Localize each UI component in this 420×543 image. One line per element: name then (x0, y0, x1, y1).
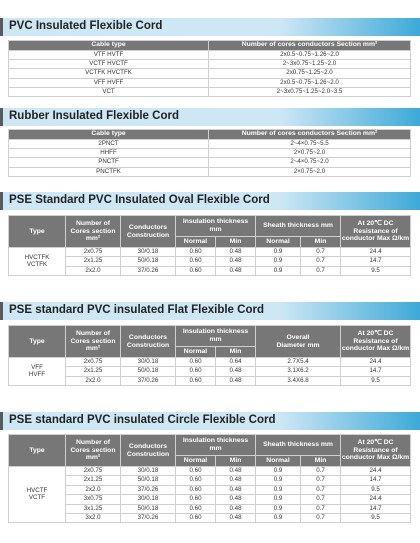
section-pvc-flexible (0, 18, 420, 36)
table-cell: 0.48 (216, 248, 256, 257)
table-cell: VCT (9, 87, 209, 96)
table-cell: 9.5 (341, 513, 411, 522)
table-cell: 50/0.18 (121, 367, 176, 376)
table-cell: 0.7 (301, 257, 341, 266)
table-cell: 30/0.18 (121, 358, 176, 367)
section-title-bar (0, 192, 420, 210)
title-bar-gradient (280, 18, 420, 36)
subheader-normal: Normal (176, 237, 216, 248)
table-row (9, 495, 411, 504)
table-cell: 0.60 (176, 367, 216, 376)
column-header-conductors: Conductors Construction (121, 435, 176, 467)
table-cell: 9.5 (341, 376, 411, 385)
table-cell: 0.9 (256, 266, 301, 275)
section-title-bar (0, 18, 420, 36)
table-cell: 2x0.5~0.75~1.26~2.0 (209, 78, 411, 87)
table-cell: 3x0.75 (66, 495, 121, 504)
table-cell: 0.48 (216, 485, 256, 494)
table-cell: 0.7 (301, 504, 341, 513)
table-cell: 30/0.18 (121, 495, 176, 504)
column-header-resistance: At 20℃ DC Resistance of conductor Max Ω/km (341, 216, 411, 248)
table-cell: 2x2.0 (66, 485, 121, 494)
table-pse-flat (8, 325, 411, 386)
table-row (9, 140, 411, 149)
subheader-min: Min (301, 456, 341, 467)
type-cell: HVCTF VCTF (9, 467, 66, 523)
table-cell: 0.9 (256, 476, 301, 485)
table-cell: 0.9 (256, 513, 301, 522)
table-cell: 2x1.25 (66, 476, 121, 485)
table-row (9, 149, 411, 158)
table-cell: 14.7 (341, 476, 411, 485)
table-cell: 0.60 (176, 376, 216, 385)
table-row (9, 504, 411, 513)
section-title: Rubber Insulated Flexible Cord (9, 110, 179, 122)
table-cell: 3x1.25 (66, 504, 121, 513)
table-rubber-flexible (8, 129, 411, 177)
table-cell: VTF HVTF (9, 51, 209, 60)
table-cell: 0.48 (216, 467, 256, 476)
title-bar-gradient (280, 302, 420, 320)
table-cell: 0.9 (256, 467, 301, 476)
table-cell: 0.48 (216, 504, 256, 513)
table-row (9, 51, 411, 60)
table-cell: 0.7 (301, 467, 341, 476)
table-cell: 2x1.25 (66, 367, 121, 376)
table-cell: 0.7 (301, 513, 341, 522)
section-title: PVC Insulated Flexible Cord (9, 20, 163, 32)
table-cell: 37/0.26 (121, 376, 176, 385)
title-bar-gradient (280, 108, 420, 126)
table-row (9, 485, 411, 494)
table-cell: 2~4×0.75~2.0 (209, 158, 411, 167)
table-row (9, 60, 411, 69)
table-cell: 0.48 (216, 367, 256, 376)
table-cell: 3x2.0 (66, 513, 121, 522)
subheader-min: Min (216, 237, 256, 248)
table-cell: 2x0.75 (66, 467, 121, 476)
subheader-normal: Normal (256, 456, 301, 467)
column-header: Cable type (9, 130, 209, 140)
table-row (9, 467, 411, 476)
type-cell: VFF HVFF (9, 358, 66, 386)
section-rubber-flexible (0, 108, 420, 126)
table-cell: 2x0.75~1.25~2.0 (209, 69, 411, 78)
table-cell: 2×0.75~2.0 (209, 167, 411, 176)
table-cell: 24.4 (341, 467, 411, 476)
table-cell: 2~3x0.75~1.25~2.0 (209, 60, 411, 69)
table-cell: 0.64 (216, 358, 256, 367)
section-title: PSE standard PVC insulated Circle Flexible Cord (9, 414, 276, 426)
title-bar-gradient (280, 412, 420, 430)
column-header-cores: Number of Cores section mm² (66, 326, 121, 358)
section-title: PSE Standard PVC Insulated Oval Flexible Cord (9, 194, 270, 206)
table-cell: 37/0.26 (121, 513, 176, 522)
table-row (9, 158, 411, 167)
subheader-normal: Normal (256, 237, 301, 248)
section-pse-circle (0, 412, 420, 430)
table-row (9, 266, 411, 275)
table-row (9, 69, 411, 78)
table-cell: PNCTF (9, 158, 209, 167)
table-row (9, 167, 411, 176)
table-cell: 50/0.18 (121, 476, 176, 485)
table-cell: 0.7 (301, 248, 341, 257)
table-cell: 2x0.75 (66, 248, 121, 257)
table-cell: 24.4 (341, 248, 411, 257)
table-cell: 0.7 (301, 495, 341, 504)
column-header-insulation: Insulation thickness mm (176, 326, 256, 347)
column-header-sheath: Sheath thickness mm (256, 216, 341, 237)
table-cell: 0.60 (176, 266, 216, 275)
table-cell: 0.7 (301, 476, 341, 485)
table-cell: 0.9 (256, 248, 301, 257)
section-pse-flat (0, 302, 420, 320)
table-cell: 0.48 (216, 513, 256, 522)
table-cell: 14.7 (341, 367, 411, 376)
section-pse-oval (0, 192, 420, 210)
table-cell: 0.7 (301, 266, 341, 275)
table-cell: 2PNCT (9, 140, 209, 149)
table-cell: 14.7 (341, 504, 411, 513)
table-cell: 0.9 (256, 504, 301, 513)
table-pse-circle (8, 434, 411, 523)
column-header: Number of cores conductors Section mm² (209, 130, 411, 140)
table-cell: 2x0.5~0.75~1.26~2.0 (209, 51, 411, 60)
table-pvc-flexible (8, 40, 411, 97)
table-cell: 0.9 (256, 495, 301, 504)
column-header-type: Type (9, 216, 66, 248)
table-cell: 0.7 (301, 485, 341, 494)
type-cell: HVCTFK VCTFK (9, 248, 66, 276)
table-cell: VCTF HVCTF (9, 60, 209, 69)
table-cell: 0.60 (176, 467, 216, 476)
subheader-min: Min (216, 456, 256, 467)
table-row (9, 248, 411, 257)
table-cell: 2×0.75~2.0 (209, 149, 411, 158)
table-cell: 0.60 (176, 248, 216, 257)
subheader-min: Min (301, 237, 341, 248)
table-cell: 2~4×0.75~5.5 (209, 140, 411, 149)
column-header-resistance: At 20℃ DC Resistance of conductor Max Ω/km (341, 435, 411, 467)
section-title: PSE standard PVC insulated Flat Flexible Cord (9, 304, 264, 316)
table-row (9, 257, 411, 266)
table-cell: 2x2.0 (66, 266, 121, 275)
section-title-bar (0, 108, 420, 126)
table-cell: 0.60 (176, 476, 216, 485)
table-row (9, 513, 411, 522)
table-row (9, 78, 411, 87)
subheader-min: Min (216, 347, 256, 358)
column-header-insulation: Insulation thickness mm (176, 216, 256, 237)
table-row (9, 87, 411, 96)
table-pse-oval (8, 215, 411, 276)
table-cell: 0.48 (216, 257, 256, 266)
table-cell: 0.48 (216, 376, 256, 385)
table-cell: PNCTFK (9, 167, 209, 176)
table-cell: 30/0.18 (121, 467, 176, 476)
table-cell: 14.7 (341, 257, 411, 266)
column-header-conductors: Conductors Construction (121, 326, 176, 358)
table-cell: 0.60 (176, 257, 216, 266)
subheader-normal: Normal (176, 456, 216, 467)
table-cell: 2x0.75 (66, 358, 121, 367)
table-cell: 30/0.18 (121, 248, 176, 257)
table-cell: 3.1X6.2 (256, 367, 341, 376)
table-cell: 0.60 (176, 358, 216, 367)
table-cell: 0.48 (216, 476, 256, 485)
table-cell: 3.4X6.8 (256, 376, 341, 385)
table-cell: 2~3x0.75~1.25~2.0~3.5 (209, 87, 411, 96)
table-cell: 0.48 (216, 266, 256, 275)
title-bar-gradient (280, 192, 420, 210)
table-cell: 24.4 (341, 358, 411, 367)
table-cell: 2.7X5.4 (256, 358, 341, 367)
table-cell: 50/0.18 (121, 257, 176, 266)
table-row (9, 376, 411, 385)
table-cell: 0.48 (216, 495, 256, 504)
table-cell: HHFF (9, 149, 209, 158)
column-header-sheath: Sheath thickness mm (256, 435, 341, 456)
table-cell: 0.9 (256, 485, 301, 494)
table-row (9, 476, 411, 485)
column-header: Number of cores conductors Section mm² (209, 41, 411, 51)
table-cell: 24.4 (341, 495, 411, 504)
table-cell: 0.60 (176, 513, 216, 522)
column-header-insulation: Insulation thickness mm (176, 435, 256, 456)
column-header-conductors: Conductors Construction (121, 216, 176, 248)
table-cell: VFF HVFF (9, 78, 209, 87)
table-cell: 2x1.25 (66, 257, 121, 266)
column-header: Cable type (9, 41, 209, 51)
table-row (9, 367, 411, 376)
column-header-cores: Number of Cores section mm² (66, 435, 121, 467)
table-cell: 2x2.0 (66, 376, 121, 385)
column-header-diameter: Overall Diameter mm (256, 326, 341, 358)
table-cell: 37/0.26 (121, 266, 176, 275)
table-row (9, 358, 411, 367)
table-cell: 9.5 (341, 485, 411, 494)
table-cell: 50/0.18 (121, 504, 176, 513)
table-cell: 37/0.26 (121, 485, 176, 494)
table-cell: 0.60 (176, 504, 216, 513)
column-header-type: Type (9, 326, 66, 358)
table-cell: 0.9 (256, 257, 301, 266)
column-header-type: Type (9, 435, 66, 467)
table-cell: 0.60 (176, 495, 216, 504)
column-header-cores: Number of Cores section mm² (66, 216, 121, 248)
table-cell: 0.60 (176, 485, 216, 494)
section-title-bar (0, 302, 420, 320)
column-header-resistance: At 20℃ DC Resistance of conductor Max Ω/km (341, 326, 411, 358)
table-cell: VCTFK HVCTFK (9, 69, 209, 78)
subheader-normal: Normal (176, 347, 216, 358)
section-title-bar (0, 412, 420, 430)
table-cell: 9.5 (341, 266, 411, 275)
